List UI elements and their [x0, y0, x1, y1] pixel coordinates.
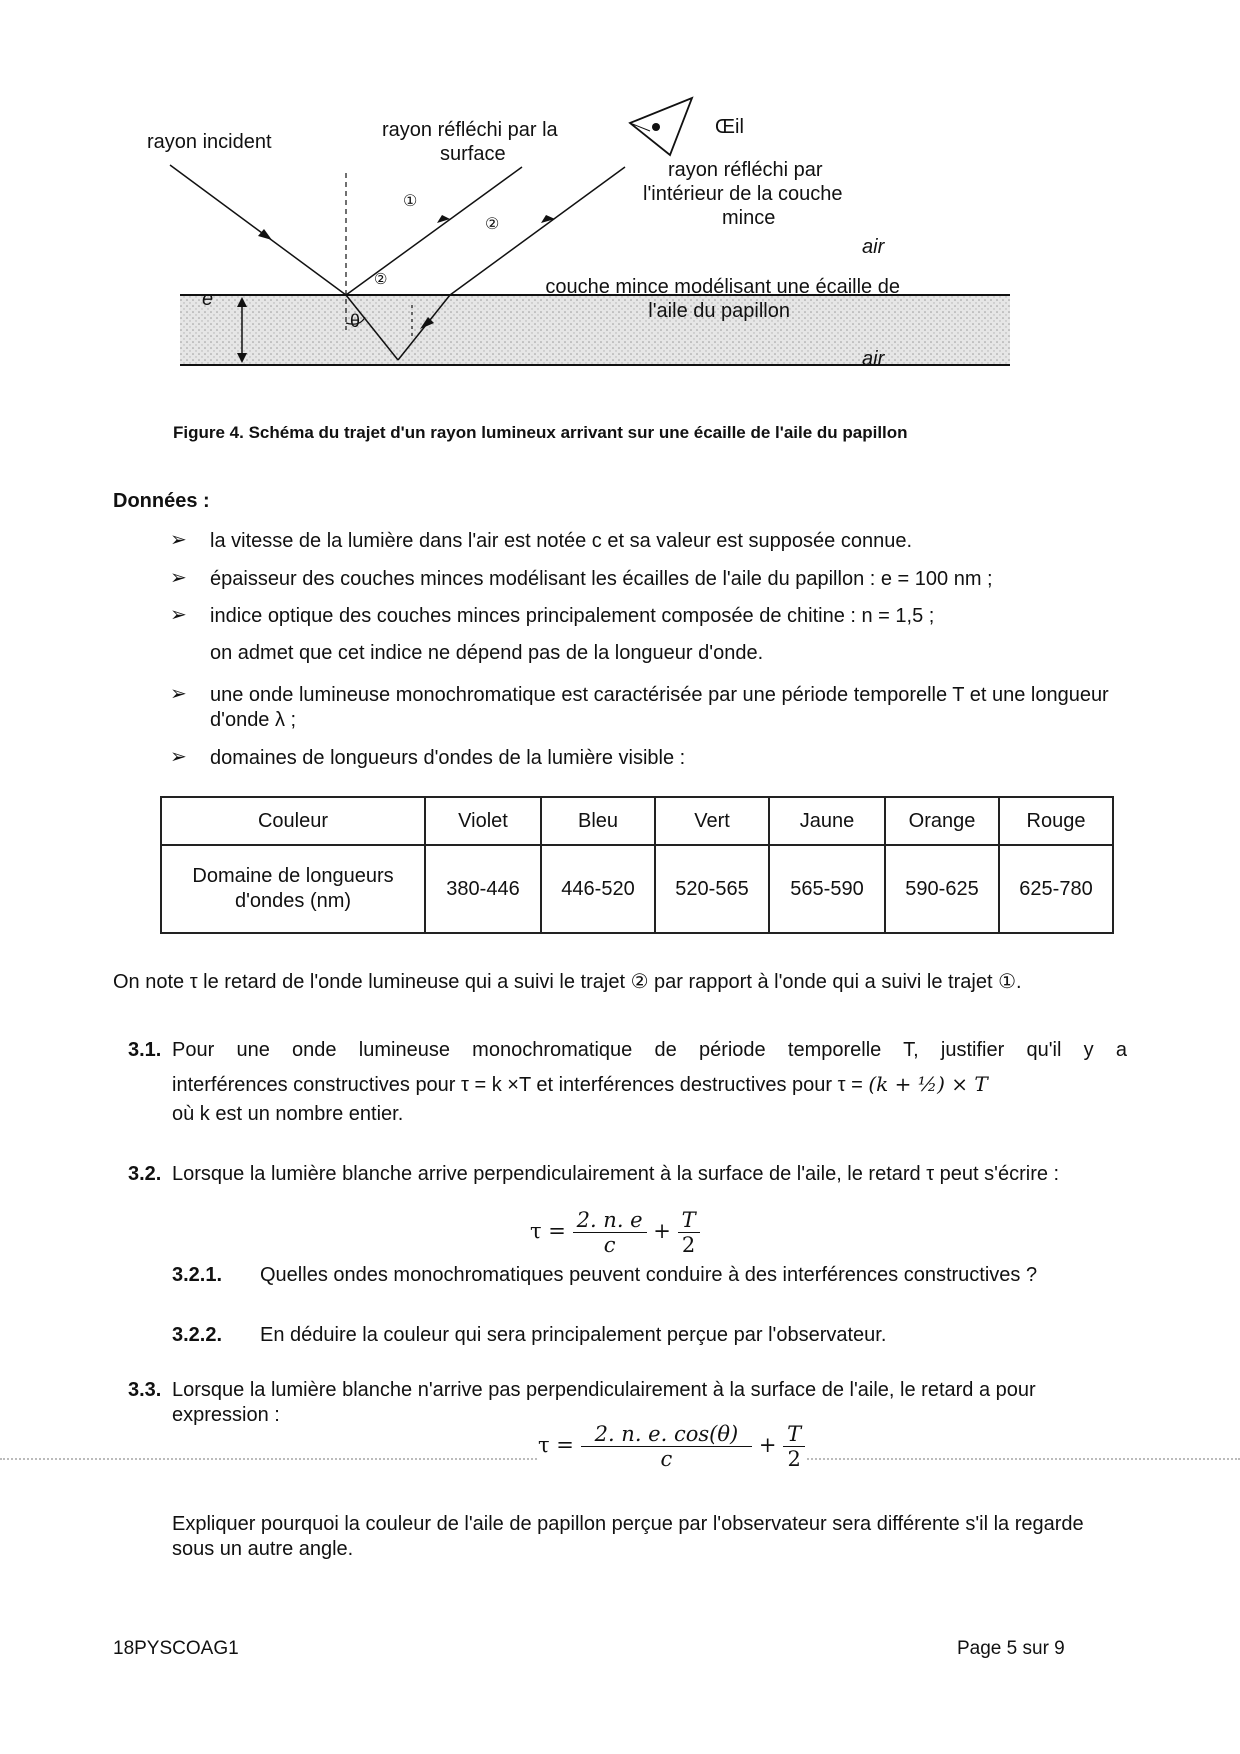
label-air-top: air: [862, 236, 885, 258]
eye-sight-line: [630, 123, 650, 131]
label-air-bottom: air: [862, 348, 885, 370]
question-3-2-1-number: 3.2.1.: [172, 1264, 223, 1286]
formula-oblique: [538, 1422, 805, 1471]
reflected-ray-1-arrow: [437, 215, 450, 223]
figure-4-diagram: [147, 95, 1050, 425]
formula-plus: +: [758, 1433, 777, 1457]
bullet-icon: ➢: [170, 604, 187, 626]
incident-ray: [170, 165, 346, 295]
table-range-cell: 520-565: [655, 845, 769, 933]
donnee-item: on admet que cet indice ne dépend pas de la longueur d'onde.: [210, 642, 764, 664]
label-ray-2-marker-inside: ②: [374, 271, 388, 288]
donnees-title: Données :: [113, 490, 210, 512]
question-3-1-line-3: où k est un nombre entier.: [172, 1103, 404, 1125]
formula-perpendicular: [530, 1208, 700, 1257]
question-3-1-line-2-text: interférences constructives pour τ = k ×T et interférences destructives pour τ =: [172, 1074, 869, 1096]
label-reflected-surface-2: surface: [440, 143, 506, 165]
table-range-cell: 590-625: [885, 845, 999, 933]
page-number: Page 5 sur 9: [957, 1638, 1065, 1659]
formula-numerator-1: 2. n. e: [573, 1208, 647, 1233]
table-color-cell: Jaune: [769, 797, 885, 845]
table-row: [161, 845, 1113, 933]
document-code: 18PYSCOAG1: [113, 1638, 239, 1659]
table-color-cell: Rouge: [999, 797, 1113, 845]
label-incident-ray: rayon incident: [147, 131, 272, 153]
donnee-item: la vitesse de la lumière dans l'air est notée c et sa valeur est supposée connue.: [210, 530, 913, 552]
table-row: [161, 797, 1113, 845]
intro-paragraph: On note τ le retard de l'onde lumineuse qui a suivi le trajet ② par rapport à l'onde qui a suivi le trajet ①.: [113, 971, 1022, 993]
label-eye: Œil: [715, 116, 744, 138]
formula-fraction-1: [573, 1208, 647, 1257]
question-3-1-destructive-formula: (k + ½) × T: [868, 1072, 988, 1096]
bullet-icon: ➢: [170, 683, 187, 705]
question-3-2-1-text: Quelles ondes monochromatiques peuvent conduire à des interférences constructives ?: [260, 1264, 1038, 1286]
formula-denominator-2: 2: [681, 1233, 696, 1257]
question-3-3-conclusion: Expliquer pourquoi la couleur de l'aile de papillon perçue par l'observateur sera différente s'il la regarde sous un autre angle.: [172, 1513, 1084, 1560]
question-3-2-2-number: 3.2.2.: [172, 1324, 223, 1346]
label-reflected-inside-2: l'intérieur de la couche: [643, 183, 843, 205]
label-reflected-inside-3: mince: [722, 207, 776, 229]
table-range-cell: 565-590: [769, 845, 885, 933]
label-layer-2: l'aile du papillon: [648, 300, 790, 322]
label-ray-1-marker: ①: [403, 193, 418, 210]
question-3-2-2-text: En déduire la couleur qui sera principalement perçue par l'observateur.: [260, 1324, 887, 1346]
wavelength-table: [160, 796, 1114, 934]
question-3-3-number: 3.3.: [128, 1379, 162, 1401]
question-3-1-line-1: Pour une onde lumineuse monochromatique de période temporelle T, justifier qu'il y a: [172, 1039, 1127, 1061]
bullet-icon: ➢: [170, 567, 187, 589]
table-range-cell: 446-520: [541, 845, 655, 933]
question-3-2-text: Lorsque la lumière blanche arrive perpendiculairement à la surface de l'aile, le retard τ peut s'écrire :: [172, 1163, 1060, 1185]
donnee-item: épaisseur des couches minces modélisant les écailles de l'aile du papillon : e = 100 nm ;: [210, 568, 993, 590]
donnee-item: domaines de longueurs d'ondes de la lumière visible :: [210, 747, 686, 769]
table-row-label: Domaine de longueurs d'ondes (nm): [161, 845, 425, 933]
donnee-item: indice optique des couches minces principalement composée de chitine : n = 1,5 ;: [210, 605, 935, 627]
donnee-item: une onde lumineuse monochromatique est caractérisée par une période temporelle T et une longueur d'onde λ ;: [210, 684, 1109, 731]
table-header-label: Couleur: [161, 797, 425, 845]
formula-denominator-2: 2: [787, 1447, 801, 1471]
formula-numerator-2: T: [783, 1422, 805, 1447]
formula-fraction-1: [581, 1422, 753, 1471]
reflected-ray-2-arrow: [541, 215, 555, 223]
formula-fraction-2: [678, 1208, 700, 1257]
question-3-1-number: 3.1.: [128, 1039, 162, 1061]
table-range-cell: 380-446: [425, 845, 541, 933]
label-theta: θ: [350, 311, 361, 331]
table-color-cell: Orange: [885, 797, 999, 845]
label-reflected-inside-1: rayon réfléchi par: [668, 159, 823, 181]
formula-numerator-1: 2. n. e. cos(θ): [581, 1422, 753, 1447]
label-layer-1: couche mince modélisant une écaille de: [545, 276, 900, 298]
formula-lhs: τ =: [530, 1219, 566, 1243]
label-thickness-e: e: [202, 288, 214, 310]
ray-diagram-svg: [150, 95, 1050, 425]
table-range-cell: 625-780: [999, 845, 1113, 933]
bullet-icon: ➢: [170, 746, 187, 768]
label-ray-2-marker: ②: [485, 216, 500, 233]
question-3-3-text: Lorsque la lumière blanche n'arrive pas perpendiculairement à la surface de l'aile, le retard a pour expression :: [172, 1379, 1036, 1426]
question-3-2-number: 3.2.: [128, 1163, 162, 1185]
formula-denominator-1: c: [660, 1447, 673, 1471]
formula-lhs: τ =: [538, 1433, 574, 1457]
table-color-cell: Violet: [425, 797, 541, 845]
formula-plus: +: [653, 1219, 671, 1243]
question-3-1-line-2: [172, 1072, 988, 1098]
table-color-cell: Bleu: [541, 797, 655, 845]
table-color-cell: Vert: [655, 797, 769, 845]
bullet-icon: ➢: [170, 529, 187, 551]
eye-pupil: [652, 123, 660, 131]
label-reflected-surface-1: rayon réfléchi par la: [382, 119, 558, 141]
formula-numerator-2: T: [678, 1208, 700, 1233]
figure-caption: Figure 4. Schéma du trajet d'un rayon lumineux arrivant sur une écaille de l'aile du papillon: [173, 423, 908, 442]
formula-denominator-1: c: [603, 1233, 616, 1257]
formula-fraction-2: [783, 1422, 805, 1471]
